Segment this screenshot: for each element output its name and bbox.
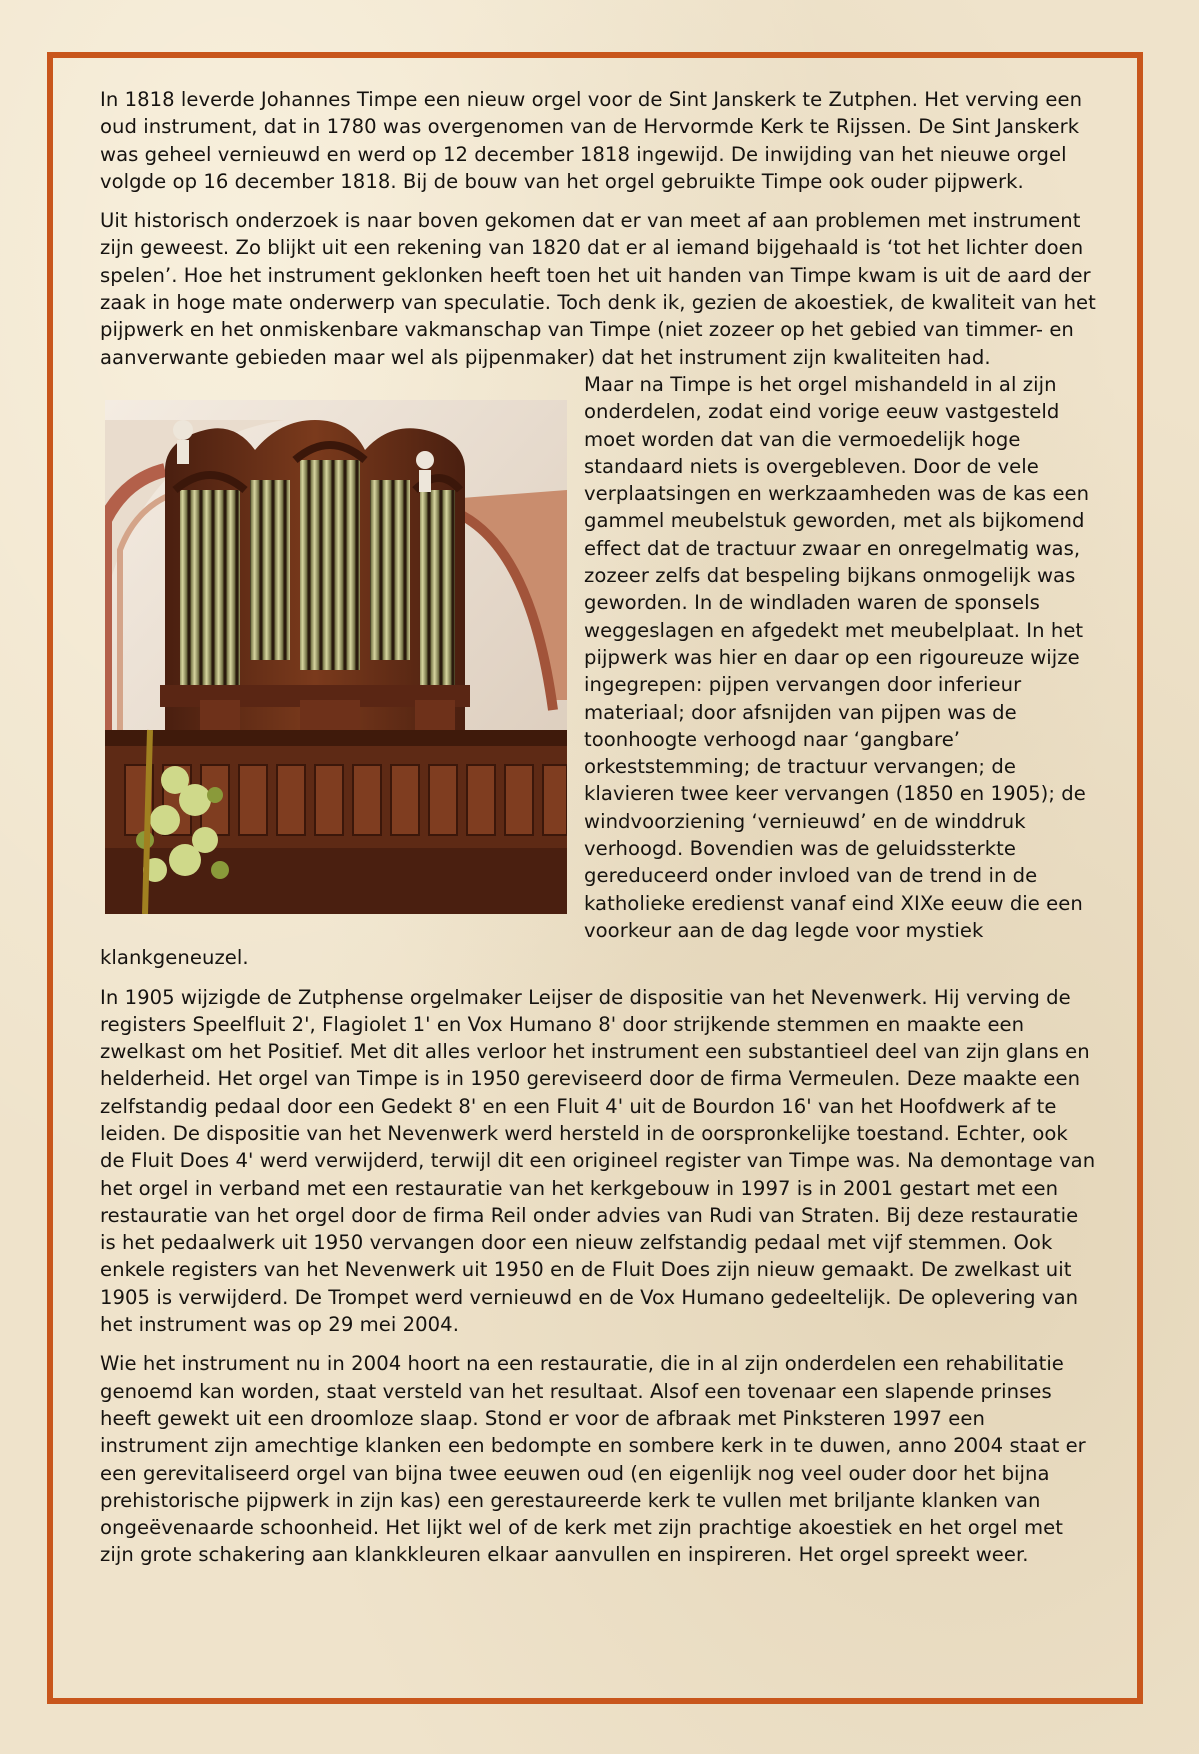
paragraph-result: Wie het instrument nu in 2004 hoort na een restauratie, die in al zijn onderdelen een rehabilitatie genoemd kan worden, staat versteld van het resultaat. Alsof een tovenaar een slapende prinses heeft gewekt uit een droomloze slaap. Stond er voor de afbraak met Pinksteren 1997 een instrument zijn amechtige klanken een bedompte en sombere kerk in te duwen, anno 2004 staat er een gerevitaliseerd orgel van bijna twee eeuwen oud (en eigenlijk nog veel ouder door het bijna prehistorische pijpwerk in zijn kas) een gerestaureerde kerk te vullen met briljante klanken van ongeëvenaarde schoonheid. Het lijkt wel of de kerk met zijn prachtige akoestiek en het orgel met zijn grote schakering aan klankkleuren elkaar aanvullen en inspireren. Het orgel spreekt weer. xyxy=(100,1352,1086,1567)
article-body xyxy=(100,86,1098,1569)
paragraph-history: Uit historisch onderzoek is naar boven gekomen dat er van meet af aan problemen met instrument zijn geweest. Zo blijkt uit een rekening van 1820 dat er al iemand bijgehaald is ‘tot het lichter doen spelen’. Hoe het instrument geklonken heeft toen het uit handen van Timpe kwam is uit de aard der zaak in hoge mate onderwerp van speculatie. Toch denk ik, gezien de akoestiek, de kwaliteit van het pijpwerk en het onmiskenbare vakmanschap van Timpe (niet zozeer op het gebied van timmer- en aanverwante gebieden maar wel als pijpenmaker) dat het instrument zijn kwaliteiten had. xyxy=(100,209,1096,369)
paragraph-restorations: In 1905 wijzigde de Zutphense orgelmaker Leijser de dispositie van het Nevenwerk. Hij verving de registers Speelfluit 2', Flagiolet 1' en Vox Humano 8' door strijkende stemmen en maakte een zwelkast om het Positief. Met dit alles verloor het instrument een substantieel deel van zijn glans en helderheid. Het orgel van Timpe is in 1950 gereviseerd door de firma Vermeulen. Deze maakte een zelfstandig pedaal door een Gedekt 8' en een Fluit 4' uit de Bourdon 16' van het Hoofdwerk af te leiden. De dispositie van het Nevenwerk werd hersteld in de oorspronkelijke toestand. Echter, ook de Fluit Does 4' werd verwijderd, terwijl dit een origineel register van Timpe was. Na demontage van het orgel in verband met een restauratie van het kerkgebouw in 1997 is in 2001 gestart met een restauratie van het orgel door de firma Reil onder advies van Rudi van Straten. Bij deze restauratie is het pedaalwerk uit 1950 vervangen door een nieuw zelfstandig pedaal met vijf stemmen. Ook enkele registers van het Nevenwerk uit 1950 en de Fluit Does zijn nieuw gemaakt. De zwelkast uit 1905 is verwijderd. De Trompet werd vernieuwd en de Vox Humano gedeeltelijk. De oplevering van het instrument was op 29 mei 2004. xyxy=(100,985,1096,1337)
paragraph-intro: In 1818 leverde Johannes Timpe een nieuw orgel voor de Sint Janskerk te Zutphen. Het verving een oud instrument, dat in 1780 was overgenomen van de Hervormde Kerk te Rijssen. De Sint Janskerk was geheel vernieuwd en werd op 12 december 1818 ingewijd. De inwijding van het nieuwe orgel volgde op 16 december 1818. Bij de bouw van het orgel gebruikte Timpe ook ouder pijpwerk. xyxy=(100,88,1083,193)
organ-photo xyxy=(105,400,567,914)
paragraph-deterioration: Maar na Timpe is het orgel mishandeld in al zijn onderdelen, zodat eind vorige eeuw vastgesteld moet worden dat van die vermoedelijk hoge standaard niets is overgebleven. Door de vele verplaatsingen en werkzaamheden was de kas een gammel meubelstuk geworden, met als bijkomend effect dat de tractuur zwaar en onregelmatig was, zozeer zelfs dat bespeling bijkans onmogelijk was geworden. In de windladen waren de sponsels weggeslagen en afgedekt met meubelplaat. In het pijpwerk was hier en daar op een rigoureuze wijze ingegrepen: pijpen vervangen door inferieur materiaal; door afsnijden van pijpen was de toonhoogte verhoogd naar ‘gangbare’ orkeststemming; de tractuur vervangen; de klavieren twee keer vervangen (1850 en 1905); de windvoorziening ‘vernieuwd’ en de winddruk verhoogd. Bovendien was de geluidssterkte gereduceerd onder invloed van de trend in de katholieke eredienst vanaf eind XIXe eeuw die een voorkeur aan de dag legde voor mystiek klankgeneuzel. xyxy=(100,372,1090,970)
